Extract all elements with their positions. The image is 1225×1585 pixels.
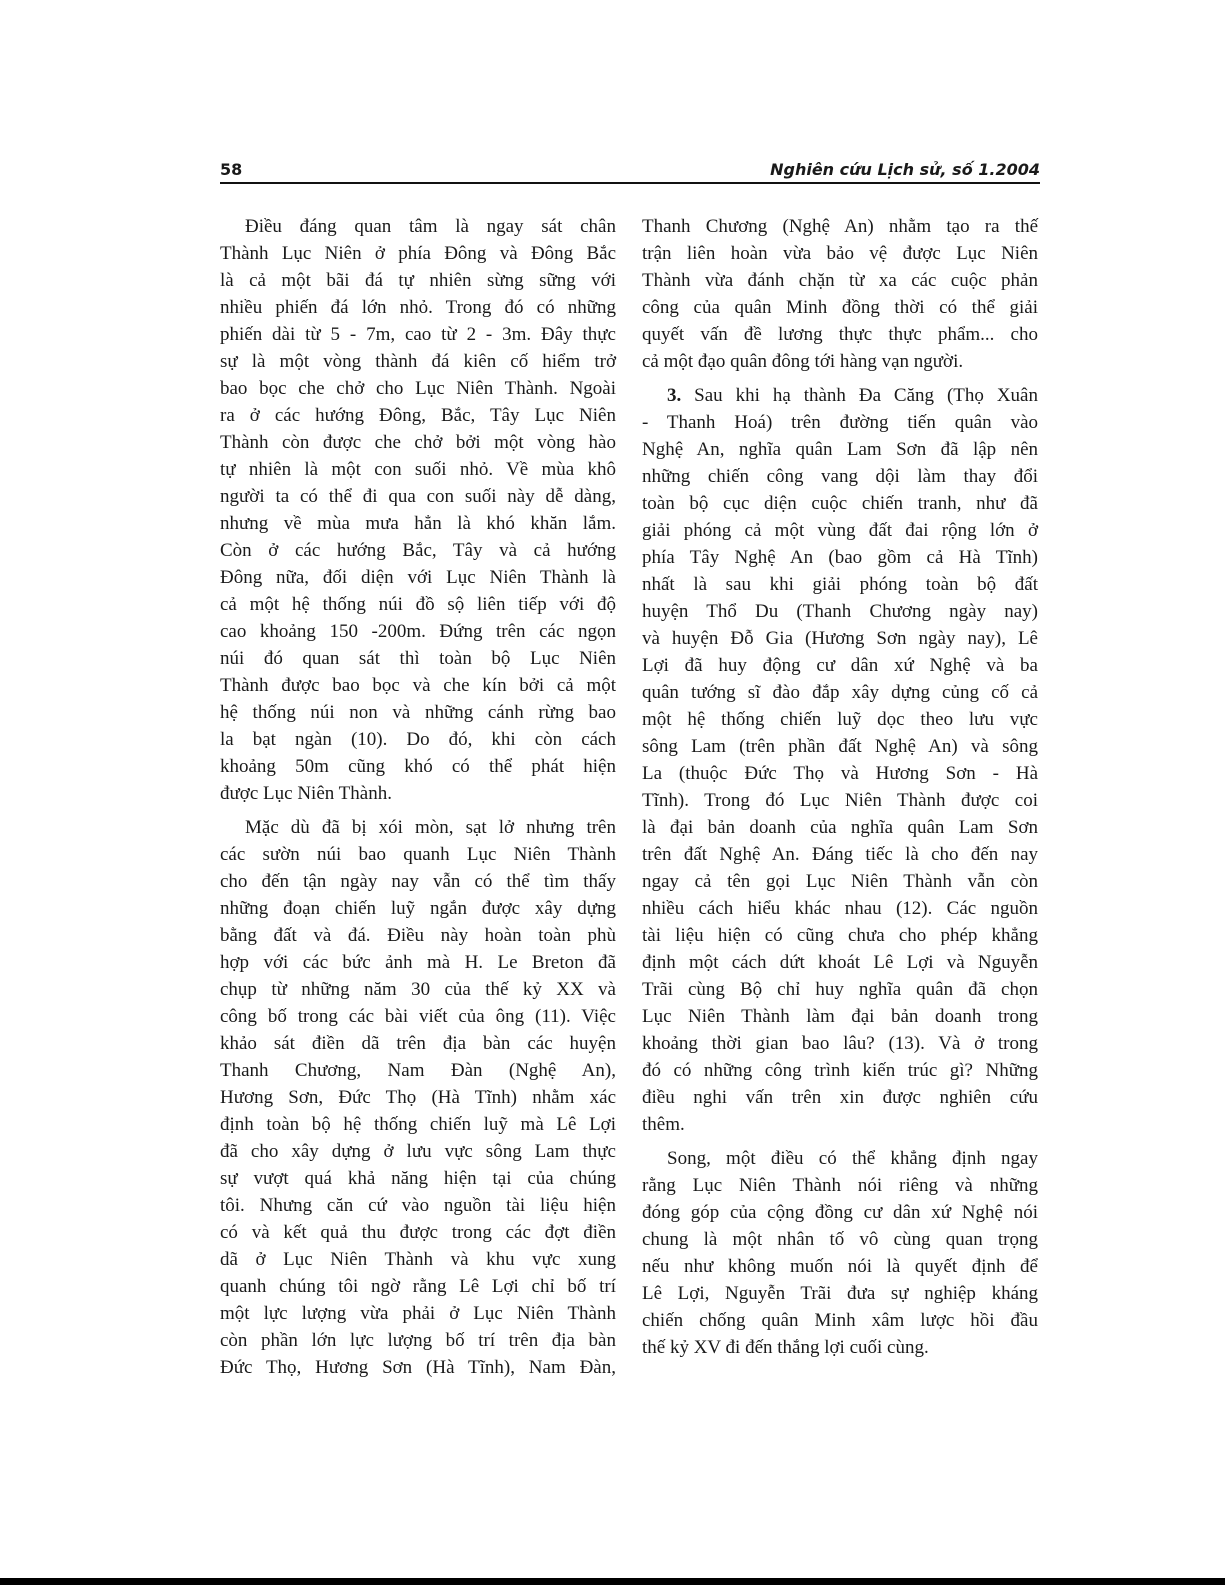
page-number: 58 (220, 160, 243, 179)
text-line (642, 294, 1038, 321)
line-text: Trãi cùng Bộ chỉ huy nghĩa quân đã chọn (642, 979, 1038, 1000)
line-text: khoảng thời gian bao lâu? (13). Và ở trong (642, 1033, 1038, 1054)
line-text: phía Tây Nghệ An (bao gồm cả Hà Tĩnh) (642, 547, 1038, 568)
text-line (642, 490, 1038, 517)
paragraph (220, 814, 616, 1381)
scan-edge (0, 1578, 1225, 1585)
line-text: nhưng về mùa mưa hẳn là khó khăn lắm. (220, 513, 616, 534)
line-text: nhiều cách hiểu khác nhau (12). Các nguồn (642, 898, 1038, 919)
text-line (220, 949, 616, 976)
text-line (220, 321, 616, 348)
text-line (642, 571, 1038, 598)
text-line (642, 544, 1038, 571)
line-text: phiến dài từ 5 - 7m, cao từ 2 - 3m. Đây thực (220, 324, 616, 345)
line-text: Thanh Chương, Nam Đàn (Nghệ An), (220, 1060, 616, 1081)
line-text: giải phóng cả một vùng đất đai rộng lớn ở (642, 520, 1038, 541)
text-line (220, 456, 616, 483)
line-text: cả một đạo quân đông tới hàng vạn người. (642, 351, 964, 372)
text-line (642, 1280, 1038, 1307)
text-line (642, 240, 1038, 267)
text-line (642, 348, 1038, 375)
line-text: các sườn núi bao quanh Lục Niên Thành (220, 844, 616, 865)
text-line (220, 726, 616, 753)
running-header (220, 158, 1040, 182)
text-line (220, 672, 616, 699)
text-line (642, 922, 1038, 949)
text-line (220, 267, 616, 294)
line-text: La (thuộc Đức Thọ và Hương Sơn - Hà (642, 763, 1038, 784)
text-line (220, 618, 616, 645)
text-line (220, 483, 616, 510)
text-line (642, 1030, 1038, 1057)
line-text: Tĩnh). Trong đó Lục Niên Thành được coi (642, 790, 1038, 811)
text-line (642, 976, 1038, 1003)
text-line (220, 429, 616, 456)
line-text: núi đó quan sát thì toàn bộ Lục Niên (220, 648, 616, 669)
line-text: huyện Thổ Du (Thanh Chương ngày nay) (642, 601, 1038, 622)
line-text: đóng góp của cộng đồng cư dân xứ Nghệ nói (642, 1202, 1038, 1223)
text-line (220, 375, 616, 402)
line-text: Lê Lợi, Nguyễn Trãi đưa sự nghiệp kháng (642, 1283, 1038, 1304)
text-line (220, 814, 616, 841)
text-line (642, 267, 1038, 294)
text-line (220, 537, 616, 564)
text-line (642, 814, 1038, 841)
line-text: người ta có thể đi qua con suối này dễ dàng, (220, 486, 616, 507)
line-text: bao bọc che chở cho Lục Niên Thành. Ngoài (220, 378, 616, 399)
line-text: chung là một nhân tố vô cùng quan trọng (642, 1229, 1038, 1250)
text-line (642, 949, 1038, 976)
line-text: định một cách dứt khoát Lê Lợi và Nguyễn (642, 952, 1038, 973)
line-text: điều nghi vấn trên xin được nghiên cứu (642, 1087, 1038, 1108)
text-line (220, 402, 616, 429)
paragraph (642, 1145, 1038, 1361)
line-text: rằng Lục Niên Thành nói riêng và những (642, 1175, 1038, 1196)
line-text: trận liên hoàn vừa bảo vệ được Lục Niên (642, 243, 1038, 264)
header-rule (220, 182, 1040, 184)
line-text: một hệ thống chiến luỹ dọc theo lưu vực (642, 709, 1038, 730)
line-text: một lực lượng vừa phải ở Lục Niên Thành (220, 1303, 616, 1324)
line-text: Đông nữa, đối diện với Lục Niên Thành là (220, 567, 616, 588)
text-line (642, 382, 1038, 409)
line-text: hợp với các bức ảnh mà H. Le Breton đã (220, 952, 616, 973)
line-text: là đại bản doanh của nghĩa quân Lam Sơn (642, 817, 1038, 838)
line-text: Lợi đã huy động cư dân xứ Nghệ và ba (642, 655, 1038, 676)
text-line (642, 436, 1038, 463)
line-text: Thành Lục Niên ở phía Đông và Đông Bắc (220, 243, 616, 264)
text-line (642, 652, 1038, 679)
line-text: đã cho xây dựng ở lưu vực sông Lam thực (220, 1141, 616, 1162)
text-line (642, 1084, 1038, 1111)
left-column (220, 213, 616, 1388)
text-line (642, 1199, 1038, 1226)
text-line (642, 409, 1038, 436)
right-column (642, 213, 1038, 1368)
text-line (220, 240, 616, 267)
line-text: Lục Niên Thành làm đại bản doanh trong (642, 1006, 1038, 1027)
text-line (220, 591, 616, 618)
text-line (220, 1165, 616, 1192)
line-text: công của quân Minh đồng thời có thể giải (642, 297, 1038, 318)
text-line (220, 841, 616, 868)
text-line (220, 510, 616, 537)
text-line (220, 699, 616, 726)
text-line (642, 1111, 1038, 1138)
line-text: thêm. (642, 1114, 685, 1135)
line-text: quân tướng sĩ đào đắp xây dựng củng cố cả (642, 682, 1038, 703)
text-line (220, 294, 616, 321)
line-text: toàn bộ cục diện cuộc chiến tranh, như đã (642, 493, 1038, 514)
text-line (220, 1003, 616, 1030)
text-line (220, 1192, 616, 1219)
line-text: khảo sát điền dã trên địa bàn các huyện (220, 1033, 616, 1054)
line-text: nhiều phiến đá lớn nhỏ. Trong đó có những (220, 297, 616, 318)
text-line (220, 1084, 616, 1111)
text-line (642, 625, 1038, 652)
text-line (220, 976, 616, 1003)
text-line (642, 1172, 1038, 1199)
text-line (642, 1145, 1038, 1172)
text-line (642, 598, 1038, 625)
line-text: tự nhiên là một con suối nhỏ. Về mùa khô (220, 459, 616, 480)
text-line (642, 787, 1038, 814)
line-text: Nghệ An, nghĩa quân Lam Sơn đã lập nên (642, 439, 1038, 460)
line-text: Song, một điều có thể khẳng định ngay (667, 1148, 1038, 1169)
text-line (642, 1307, 1038, 1334)
line-text: sự là một vòng thành đá kiên cố hiểm trở (220, 351, 616, 372)
line-text: định toàn bộ hệ thống chiến luỹ mà Lê Lợi (220, 1114, 616, 1135)
line-text: Sau khi hạ thành Đa Căng (Thọ Xuân (681, 385, 1038, 406)
text-line (220, 348, 616, 375)
paragraph (642, 382, 1038, 1138)
line-text: sự vượt quá khả năng hiện tại của chúng (220, 1168, 616, 1189)
text-line (220, 1138, 616, 1165)
line-text: là cả một bãi đá tự nhiên sừng sững với (220, 270, 616, 291)
text-line (220, 868, 616, 895)
text-line (642, 213, 1038, 240)
line-text: Thành được bao bọc và che kín bởi cả một (220, 675, 616, 696)
line-text: đó có những công trình kiến trúc gì? Những (642, 1060, 1038, 1081)
text-line (642, 706, 1038, 733)
line-text: cả một hệ thống núi đồ sộ liên tiếp với độ (220, 594, 616, 615)
line-text: Mặc dù đã bị xói mòn, sạt lở nhưng trên (245, 817, 616, 838)
text-line (642, 463, 1038, 490)
text-line (642, 679, 1038, 706)
line-text: thế kỷ XV đi đến thắng lợi cuối cùng. (642, 1337, 929, 1358)
line-text: cao khoảng 150 -200m. Đứng trên các ngọn (220, 621, 616, 642)
text-line (642, 1253, 1038, 1280)
text-line (642, 321, 1038, 348)
line-text: quanh chúng tôi ngờ rằng Lê Lợi chỉ bố trí (220, 1276, 616, 1297)
text-line (642, 760, 1038, 787)
text-line (642, 868, 1038, 895)
line-text: Thanh Chương (Nghệ An) nhằm tạo ra thế (642, 216, 1038, 237)
line-text: cho đến tận ngày nay vẫn có thể tìm thấy (220, 871, 616, 892)
text-line (220, 564, 616, 591)
text-line (642, 895, 1038, 922)
line-text: ngay cả tên gọi Lục Niên Thành vẫn còn (642, 871, 1038, 892)
line-text: và huyện Đỗ Gia (Hương Sơn ngày nay), Lê (642, 628, 1038, 649)
line-text: Đức Thọ, Hương Sơn (Hà Tĩnh), Nam Đàn, (220, 1357, 616, 1378)
text-line (220, 1273, 616, 1300)
text-line (642, 1334, 1038, 1361)
line-text: tài liệu hiện có cũng chưa cho phép khẳng (642, 925, 1038, 946)
text-line (220, 1030, 616, 1057)
text-line (642, 733, 1038, 760)
line-text: Thành vừa đánh chặn từ xa các cuộc phản (642, 270, 1038, 291)
line-text: công bố trong các bài viết của ông (11). Việc (220, 1006, 616, 1027)
text-line (220, 1300, 616, 1327)
text-line (642, 1003, 1038, 1030)
line-text: Hương Sơn, Đức Thọ (Hà Tĩnh) nhằm xác (220, 1087, 616, 1108)
text-line (642, 1226, 1038, 1253)
line-text: dã ở Lục Niên Thành và khu vực xung (220, 1249, 616, 1270)
line-text: chụp từ những năm 30 của thế kỷ XX và (220, 979, 616, 1000)
text-line (642, 1057, 1038, 1084)
line-text: la bạt ngàn (10). Do đó, khi còn cách (220, 729, 616, 750)
text-line (642, 841, 1038, 868)
text-line (220, 780, 616, 807)
text-line (220, 922, 616, 949)
text-line (220, 645, 616, 672)
line-text: nhất là sau khi giải phóng toàn bộ đất (642, 574, 1038, 595)
line-text: bằng đất và đá. Điều này hoàn toàn phù (220, 925, 616, 946)
journal-title: Nghiên cứu Lịch sử, số 1.2004 (770, 160, 1040, 179)
text-line (220, 753, 616, 780)
paragraph (220, 213, 616, 807)
line-text: những đoạn chiến luỹ ngắn được xây dựng (220, 898, 616, 919)
line-text: còn phần lớn lực lượng bố trí trên địa bàn (220, 1330, 616, 1351)
paragraph (642, 213, 1038, 375)
line-text: có và kết quả thu được trong các đợt điền (220, 1222, 616, 1243)
line-text: Điều đáng quan tâm là ngay sát chân (245, 216, 616, 237)
text-line (220, 1327, 616, 1354)
line-text: được Lục Niên Thành. (220, 783, 392, 804)
text-line (220, 1111, 616, 1138)
line-text: nếu như không muốn nói là quyết định để (642, 1256, 1038, 1277)
text-line (220, 1354, 616, 1381)
text-line (220, 1057, 616, 1084)
text-line (220, 213, 616, 240)
line-text: quyết vấn đề lương thực thực phẩm... cho (642, 324, 1038, 345)
text-line (642, 517, 1038, 544)
text-line (220, 1219, 616, 1246)
line-text: ra ở các hướng Đông, Bắc, Tây Lục Niên (220, 405, 616, 426)
line-text: Còn ở các hướng Bắc, Tây và cả hướng (220, 540, 616, 561)
text-line (220, 895, 616, 922)
line-text: chiến chống quân Minh xâm lược hồi đầu (642, 1310, 1038, 1331)
line-text: khoảng 50m cũng khó có thể phát hiện (220, 756, 616, 777)
line-text: sông Lam (trên phần đất Nghệ An) và sông (642, 736, 1038, 757)
line-text: tôi. Nhưng căn cứ vào nguồn tài liệu hiện (220, 1195, 616, 1216)
line-text: hệ thống núi non và những cánh rừng bao (220, 702, 616, 723)
text-line (220, 1246, 616, 1273)
section-number: 3. (667, 385, 682, 406)
line-text: - Thanh Hoá) trên đường tiến quân vào (642, 412, 1038, 433)
line-text: những chiến công vang dội làm thay đổi (642, 466, 1038, 487)
line-text: trên đất Nghệ An. Đáng tiếc là cho đến nay (642, 844, 1038, 865)
line-text: Thành còn được che chở bởi một vòng hào (220, 432, 616, 453)
